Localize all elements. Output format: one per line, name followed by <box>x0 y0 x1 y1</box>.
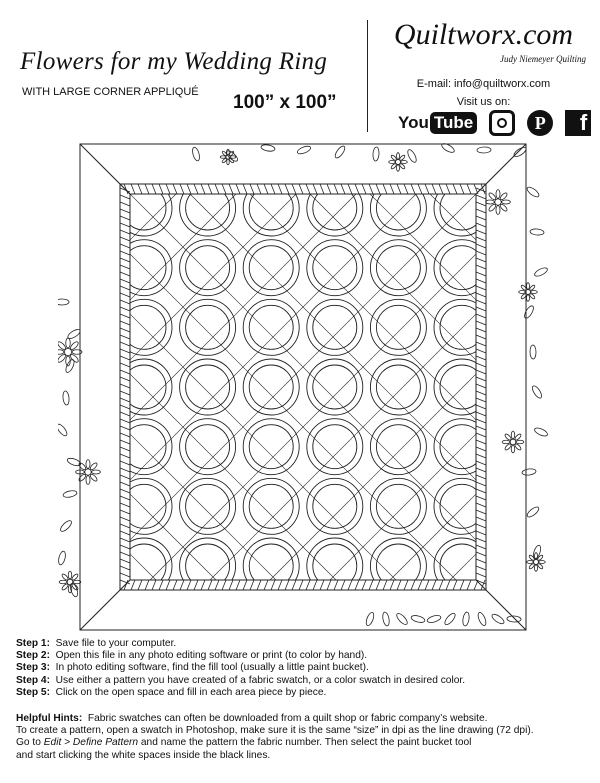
brand-tagline: Judy Niemeyer Quilting <box>500 54 586 64</box>
piano-key-border-inner <box>130 194 476 580</box>
hint-menu-path: Edit > Define Pattern <box>43 737 139 749</box>
step-item <box>16 687 591 699</box>
corner-applique-flowers <box>58 142 548 627</box>
step-text: Click on the open space and fill in each area piece by piece. <box>55 686 327 698</box>
step-label: Step 3: <box>16 662 50 674</box>
piano-key-border-outer <box>120 184 486 590</box>
step-item <box>16 638 591 650</box>
brand-logo[interactable]: Quiltworx.com <box>393 18 574 51</box>
step-item <box>16 650 591 662</box>
pattern-subtitle: WITH LARGE CORNER APPLIQUÉ <box>22 86 199 98</box>
quilt-line-drawing <box>58 142 548 632</box>
pattern-title: Flowers for my Wedding Ring <box>20 48 328 75</box>
step-item <box>16 675 591 687</box>
instructions <box>16 638 591 762</box>
step-text: Use either a pattern you have created of a fabric swatch, or a color swatch in desired color. <box>55 674 466 686</box>
helpful-hints <box>16 713 591 762</box>
step-list <box>16 638 591 699</box>
hint-line-3c: and name the pattern the fabric number. Then select the paint bucket tool <box>138 737 472 749</box>
contact-email[interactable]: E-mail: info@quiltworx.com <box>416 78 551 90</box>
hint-line-1: Fabric swatches can often be downloaded from a quilt shop or fabric company’s website. <box>87 713 488 725</box>
wedding-ring-grid <box>116 180 490 594</box>
visit-us-label: Visit us on: <box>456 96 511 108</box>
youtube-icon[interactable] <box>398 112 477 134</box>
step-label: Step 4: <box>16 674 50 686</box>
step-label: Step 2: <box>16 650 50 662</box>
facebook-icon[interactable]: f <box>565 110 591 136</box>
hint-line-3a: Go to <box>16 737 44 749</box>
step-item <box>16 662 591 674</box>
hints-label: Helpful Hints: <box>16 713 83 725</box>
step-label: Step 5: <box>16 686 50 698</box>
step-label: Step 1: <box>16 638 50 649</box>
header-divider <box>367 20 368 132</box>
header <box>0 0 600 138</box>
step-text: Save file to your computer. <box>55 638 177 649</box>
youtube-you: You <box>398 113 429 132</box>
pinterest-icon[interactable]: P <box>527 110 553 136</box>
step-text: Open this file in any photo editing software or print (to color by hand). <box>55 650 368 662</box>
quilt-size: 100” x 100” <box>233 92 337 113</box>
quilt-outer-border <box>80 144 526 630</box>
social-links <box>398 110 591 136</box>
step-text: In photo editing software, find the fill tool (usually a little paint bucket). <box>55 662 369 674</box>
hint-line-2: To create a pattern, open a swatch in Photoshop, make sure it is the same “size” in dpi as the line drawing (72 dpi). <box>16 725 534 737</box>
instagram-icon[interactable] <box>489 110 515 136</box>
youtube-tube: Tube <box>430 112 477 134</box>
hint-line-4: and start clicking the white spaces inside the black lines. <box>16 749 271 761</box>
